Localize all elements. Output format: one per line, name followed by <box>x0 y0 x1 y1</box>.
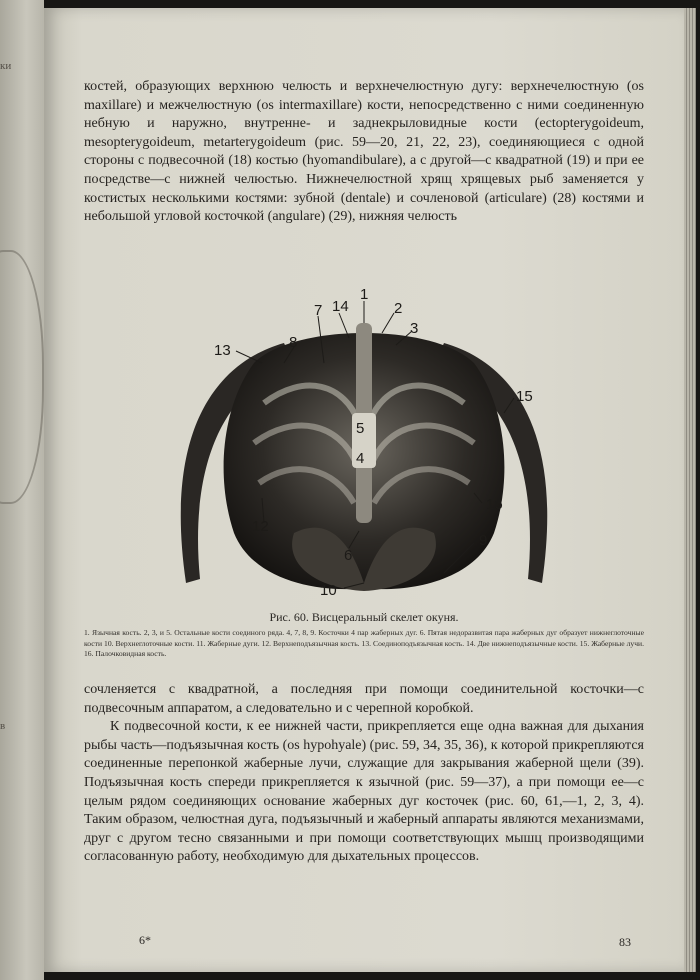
figure-label-4: 4 <box>356 450 365 467</box>
paragraph-bottom <box>84 681 644 867</box>
paragraph-top-text: костей, образующих верхнюю челюсть и верхнечелюстную дугу: верхнечелюстную (os maxillare) и межчелюстную (os intermaxillare) кости, непосредственно с ними соединенную небную и наружно, внутренне- и заднекрыловидные кости (ectopterygoideum, mesopterygoideum, metarterygoideum (рис. 59—20, 21, 22, 23), соединяющиеся с одной стороны с подвесочной (18) костью (hyomandibulare), а с другой—с квадратной (19) и при ее посредстве—с нижней челюстью. Нижнечелюстной хрящ хрящевых рыб заменяется у костистых несколькими костями: зубной (dentale) и сочленовой (articulare) (28) костями и небольшой угловой косточкой (angulare) (29), нижняя челюсть <box>84 79 644 225</box>
figure-label-8: 8 <box>289 334 298 351</box>
figure-label-13: 13 <box>214 342 231 359</box>
figure-caption-legend: 1. Язычная кость. 2, 3, и 5. Остальные кости соединого ряда. 4, 7, 8, 9. Косточки 4 пар жаберных дуг. 6. Пятая недоразвитая пара жаберных дуг образует нижнеглоточные кости 10. Верхнеглоточные кости. 11. Жаберные дуги. 12. Верхнеподъязычная кость. 13. Соединоподъязычная кость. 14. Две нижнеподъязычные кости. 15. Жаберные лучи. 16. Палочковидная кость. <box>84 628 644 658</box>
figure-caption-title: Рис. 60. Висцеральный скелет окуня. <box>269 610 459 624</box>
paragraph-continuation: сочленяется с квадратной, а последняя при помощи соединительной косточки—с подвесочным аппаратом, а следовательно и с черепной коробкой. <box>84 682 644 716</box>
book-page <box>44 8 684 972</box>
figure-label-2: 2 <box>394 300 403 317</box>
paragraph-hyoid: К подвесочной кости, к ее нижней части, прикрепляется еще одна важная для дыхания рыбы часть—подъязычная кость (os hypohyale) (рис. 59, 34, 35, 36), к которой прикрепляются соединенные перепонкой жаберные лучи, служащие для закрывания жаберной щели (39). Подъязычная кость спереди прикрепляется к язычной (рис. 59—37), а при помощи ее—с целым рядом соединяющих основание жаберных дуг косточек (рис. 60, 61,—1, 2, 3, 4). Таким образом, челюстная дуга, подъязычный и жаберный аппараты являются механизмами, друг с другом тесно связанными и при помощи соответствующих мышц производящими согласованную работу, необходимую для дыхательных процессов. <box>84 719 644 865</box>
figure-label-9: 9 <box>479 532 488 549</box>
perch-visceral-skeleton-illustration <box>144 283 584 605</box>
signature-mark: 6* <box>139 933 151 947</box>
figure-label-14: 14 <box>332 298 349 315</box>
paragraph-top <box>84 78 644 227</box>
adjacent-page-edge: ки в <box>0 0 44 980</box>
adjacent-page-illustration <box>0 250 44 504</box>
page-number: 83 <box>619 935 631 949</box>
figure-label-5: 5 <box>356 420 365 437</box>
figure-label-10: 10 <box>320 582 337 599</box>
figure-label-6: 6 <box>344 547 353 564</box>
page-stack-edge <box>684 8 696 972</box>
figure-visceral-skeleton <box>144 283 584 605</box>
figure-label-12: 12 <box>252 518 269 535</box>
figure-label-3: 3 <box>410 320 419 337</box>
figure-label-1: 1 <box>360 286 369 303</box>
figure-label-16: 16 <box>486 496 503 513</box>
figure-label-15: 15 <box>516 388 533 405</box>
figure-label-7: 7 <box>314 302 323 319</box>
